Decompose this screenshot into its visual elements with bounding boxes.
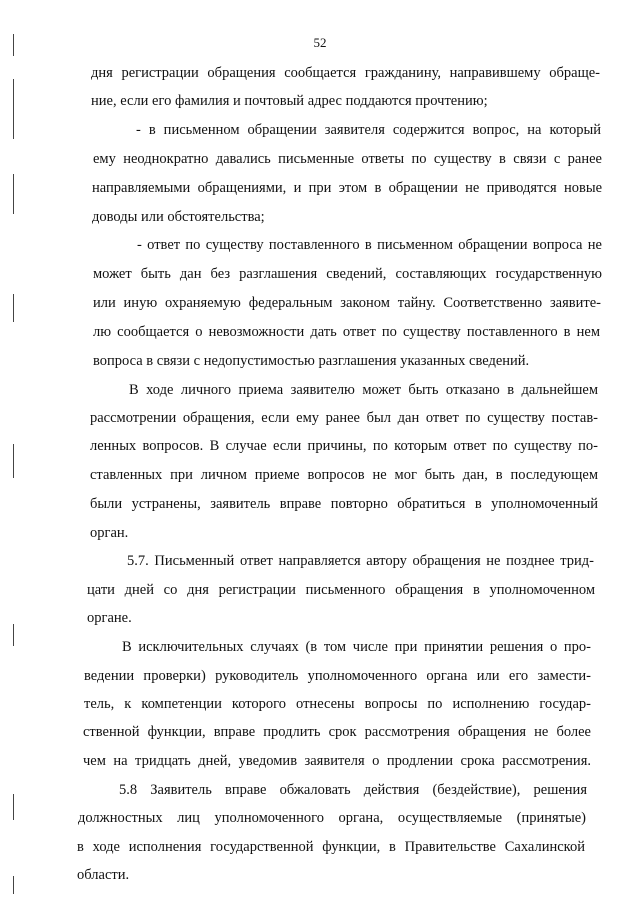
text-line: ведении проверки) руководитель уполномоченного органа или его замести- [84,668,591,684]
page-number: 52 [313,35,327,50]
text-line: ние, если его фамилия и почтовый адрес поддаются прочтению; [91,93,488,109]
text-line: чем на тридцать дней, уведомив заявителя о продлении срока рассмотрения. [83,753,591,769]
scan-edge-marks [13,34,15,894]
text-line: ственной функции, вправе продлить срок рассмотрения обращения не более [83,724,591,740]
text-line: лю сообщается о невозможности дать ответ по существу поставленного в нем [93,324,600,340]
text-line: в ходе исполнения государственной функции, в Правительстве Сахалинской [77,839,585,855]
text-line: должностных лиц уполномоченного органа, осуществляемые (принятые) [78,810,586,826]
text-line: дня регистрации обращения сообщается гражданину, направившему обраще- [91,65,600,81]
text-line: рассмотрении обращения, если ему ранее был дан ответ по существу постав- [90,410,598,426]
text-line: ленных вопросов. В случае если причины, по которым ответ по существу по- [90,438,598,454]
text-line: были устранены, заявитель вправе повторно обратиться в уполномоченный [90,496,598,512]
text-line: органе. [87,610,132,626]
text-line: 5.7. Письменный ответ направляется автору обращения не позднее трид- [127,553,594,569]
text-line: В исключительных случаях (в том числе при принятии решения о про- [122,639,591,655]
text-line: или иную охраняемую федеральным законом тайну. Соответственно заявите- [93,295,601,311]
text-line: - в письменном обращении заявителя содержится вопрос, на который [136,122,601,138]
text-line: орган. [90,525,129,541]
text-line: В ходе личного приема заявителю может быть отказано в дальнейшем [129,382,598,398]
text-line: 5.8 Заявитель вправе обжаловать действия (бездействие), решения [119,782,587,798]
text-line: области. [77,867,130,883]
text-line: цати дней со дня регистрации письменного обращения в уполномоченном [87,582,595,598]
text-line: тель, к компетенции которого отнесены вопросы по исполнению государ- [84,696,591,712]
text-line: доводы или обстоятельства; [92,209,265,225]
text-line: - ответ по существу поставленного в письменном обращении вопроса не [137,237,602,253]
text-line: направляемыми обращениями, и при этом в обращении не приводятся новые [92,180,602,196]
text-line: ему неоднократно давались письменные ответы по существу в связи с ранее [93,151,602,167]
text-line: ставленных при личном приеме вопросов не мог быть дан, в последующем [90,467,598,483]
text-line: может быть дан без разглашения сведений, составляющих государственную [93,266,602,282]
text-line: вопроса в связи с недопустимостью разглашения указанных сведений. [93,353,530,369]
